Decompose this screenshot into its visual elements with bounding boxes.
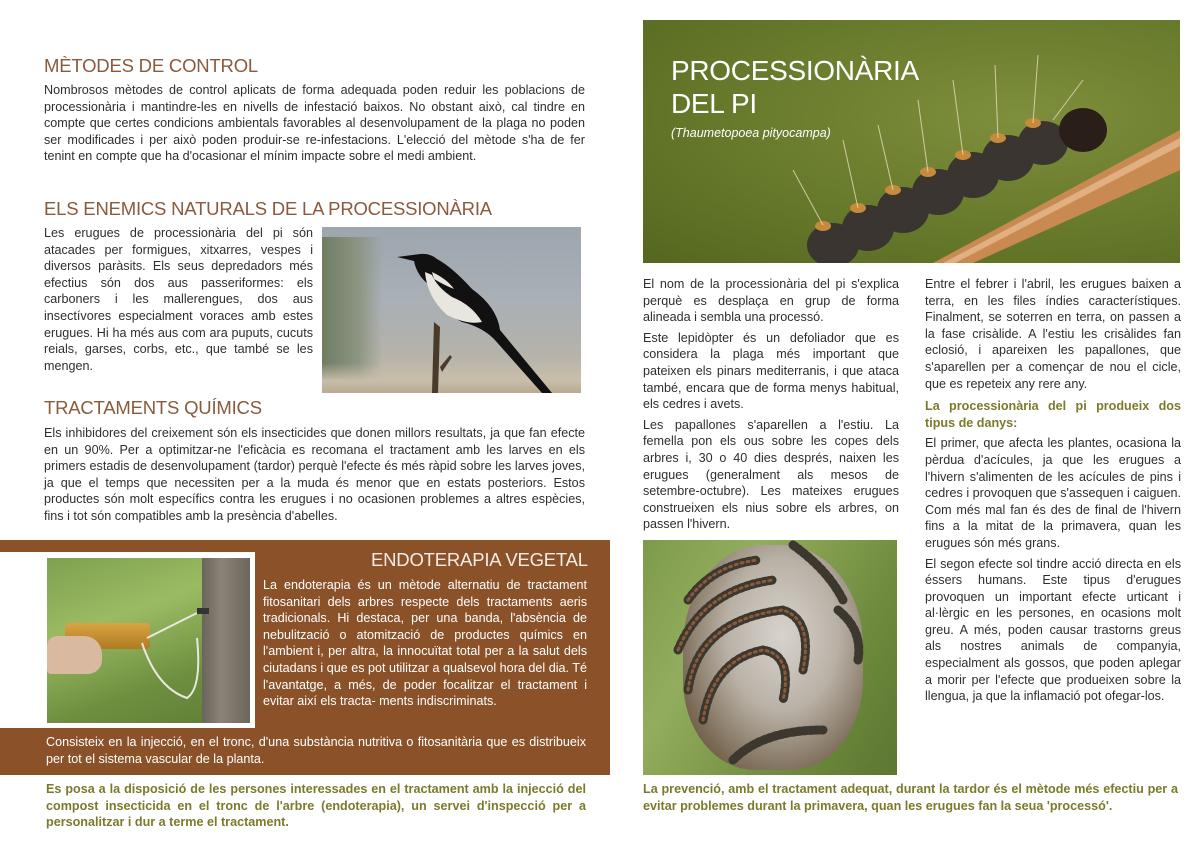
- endoterapia-injection-photo: [47, 558, 250, 723]
- enemics-naturals-text: [44, 225, 313, 378]
- col2-paragraph-2: El primer, que afecta les plantes, ocasiona la pèrdua d'acícules, ja que les erugues a l'hivern s'alimenten de les acícules de pins i cedres i provoquen que s'assequen i caiguen. Com més mal fan és des de final de l'hivern fins a la mitat de la primavera, quan les erugues són més grans.: [925, 436, 1181, 550]
- scientific-name: (Thaumetopoea pityocampa): [671, 126, 831, 140]
- heading-endoterapia-vegetal: ENDOTERAPIA VEGETAL: [371, 549, 588, 570]
- right-column-2: [925, 276, 1181, 709]
- heading-tractaments-quimics: TRACTAMENTS QUÍMICS: [44, 397, 262, 418]
- tractaments-paragraph: Els inhibidores del creixement són els insecticides que donen millors resultats, ja que fan efecte en un 90%. Per a optimitzar-ne l'eficàcia es recomana el tractament amb les larves en els primers estadis de desenvolupament (tardor) perquè l'efecte és més ràpid sobre les larves joves, ja que el temps que necessiten per a la muda és menor que en estats posteriors. Estos productes són molt específics contra les erugues i no ocasionen problemes a altres espècies, fins i tot són compatibles amb la presència d'abelles.: [44, 426, 585, 523]
- magpie-photo: [322, 227, 581, 393]
- endoterapia-text-2: [46, 734, 586, 771]
- caterpillar-nest-photo: [643, 540, 897, 775]
- endoterapia-paragraph-2: Consisteix en la injecció, en el tronc, d'una substància nutritiva o fitosanitària que es distribueix per tot el sistema vascular de la planta.: [46, 735, 586, 766]
- right-column-1: [643, 276, 899, 537]
- danys-subheading: La processionària del pi produeix dos tipus de danys:: [925, 399, 1181, 430]
- injection-tube-illustration: [47, 558, 250, 723]
- enemics-paragraph: Les erugues de processionària del pi són atacades per formigues, xitxarres, vespes i diversos paràsits. Els seus depredadors més efectius són dos aus passeriformes: els carboners i les mallerengues, dos aus insectívores especialment voraces amb estes erugues. Hi ha més aus com ara puputs, cucuts reials, garses, corbs, etc., que també se les mengen.: [44, 226, 313, 373]
- col2-paragraph-3: El segon efecte sol tindre acció directa en els éssers humans. Este tipus d'erugues provoquen un important efecte urticant i al·lèrgic en les persones, en ocasions molt greu. A més, poden causar trastorns greus als nostres animals de companyia, especialment als gossos, que poden aplegar a morir per l'efecte que produeixen sobre la llengua, ja que la inflamació pot ofegar-los.: [925, 556, 1181, 704]
- tractaments-quimics-text: [44, 425, 585, 529]
- left-footer-paragraph: Es posa a la disposició de les persones interessades en el tractament amb la injecció del compost insecticida en el tronc de l'arbre (endoterapia), un servei d'inspecció per a personalitzar i dur a terme el tractament.: [46, 782, 586, 830]
- metodes-paragraph: Nombrosos mètodes de control aplicats de forma adequada poden reduir les poblacions de processionària i mantindre-les en nivells de infestació baixos. No obstant això, cal tindre en compte que certes condicions ambientals favorables al desenvolupament de la plaga no poden ser modificades i per això poden produir-se re-infestacions. L'elecció del mètode s'ha de fer tenint en compte que ha d'ocasionar el mínim impacte sobre el medi ambient.: [44, 83, 585, 164]
- col1-paragraph-2: Este lepidòpter és un defoliador que es considera la plaga més important que pateixen els pinars mediterranis, i que ataca també, encara que de forma menys habitual, els cedres i avets.: [643, 330, 899, 412]
- title-line-2: DEL PI: [671, 88, 757, 119]
- title-line-1: PROCESSIONÀRIA: [671, 55, 919, 86]
- col2-paragraph-1: Entre el febrer i l'abril, les erugues baixen a terra, en les files índies característiques. Finalment, se soterren en terra, on passen a la fase crisàlide. A l'estiu les crisàlides fan eclosió, i apareixen les papallones, que s'aparellen per a començar de nou el cicle, que es repeteix any rere any.: [925, 277, 1181, 391]
- right-footer-paragraph: La prevenció, amb el tractament adequat, durant la tardor és el mètode més efectiu per a evitar problemes durant la primavera, quan les erugues fan la seua 'processó'.: [643, 782, 1178, 813]
- endoterapia-paragraph: La endoterapia és un mètode alternatiu de tractament fitosanitari dels arbres respecte dels tractaments aeris tradicionals. Hi destaca, per una banda, l'absència de nebulització o atomització de productes químics en l'ambient i, per altra, la innocuïtat total per a la salut dels ciutadans i que es pot utilitzar a qualsevol hora del dia. Té l'avantatge, a més, de poder focalitzar el tractament i evitar així els tracta- ments indiscriminats.: [263, 578, 587, 709]
- magpie-illustration: [322, 227, 581, 393]
- col1-paragraph-3: Les papallones s'aparellen a l'estiu. La femella pon els ous sobre les copes dels arbres i, 30 o 40 dies després, naixen les erugues (generalment als mesos de setembre-octubre). Les mateixes erugues construeixen els nius sobre els arbres, on passen l'hivern.: [643, 417, 899, 532]
- caterpillars-cluster-illustration: [643, 540, 897, 775]
- metodes-control-text: [44, 82, 585, 169]
- left-footer-note: [46, 781, 586, 835]
- col1-paragraph-1: El nom de la processionària del pi s'explica perquè es desplaça en grup de forma alineada i sembla una processó.: [643, 277, 899, 325]
- heading-metodes-control: MÈTODES DE CONTROL: [44, 55, 258, 76]
- heading-enemics-naturals: ELS ENEMICS NATURALS DE LA PROCESSIONÀRIA: [44, 198, 492, 219]
- endoterapia-text: [263, 577, 587, 714]
- right-footer-note: [643, 781, 1178, 818]
- page-title: [671, 54, 919, 120]
